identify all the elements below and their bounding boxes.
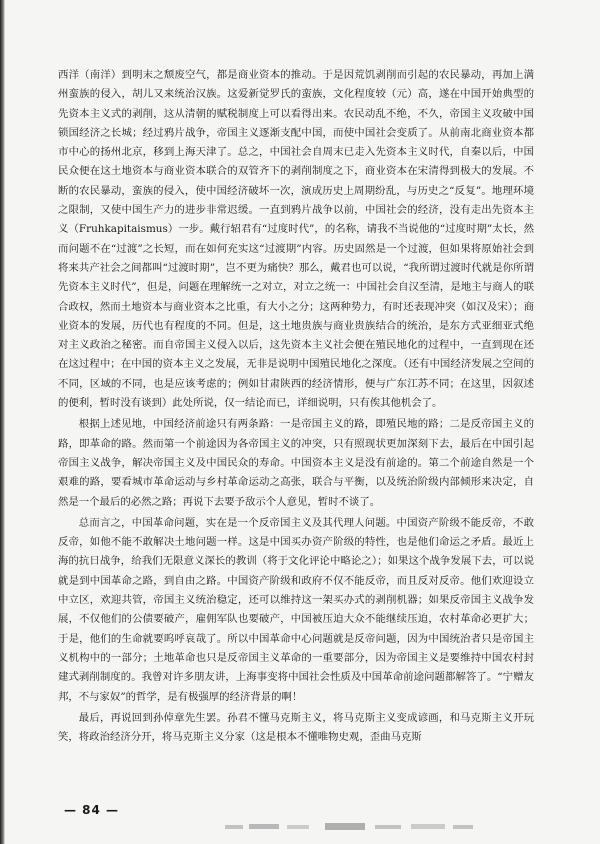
paragraph-1: 西洋（南洋）到明末之颓废空气，都是商业资本的推动。于是因荒饥剥削而引起的农民暴动，再加上满州蛮族的侵入，胡儿又来统治汉族。这爱新觉罗氏的蛮族，文化程度较（元）高，遂在中国开始典型的先资本主义式的剥削，这从清朝的赋税制度上可以看得出来。农民动乱不绝，不久，帝国主义攻破中国锁国经济之长城；经过鸦片战争，帝国主义逐渐支配中国，而使中国社会变质了。从前南北商业资本都市中心的扬州北京，移到上海天津了。总之，中国社会自周末已走入先资本主义时代，自秦以后，中国民众便在这土地资本与商业资本联合的双管齐下的剥削制度之下，商业资本在宋清得到极大的发展。不断的农民暴动，蛮族的侵入，使中国经济破坏一次，演成历史上周期纷乱，与历史之“反复”。地理环境之限制，又使中国生产力的进步非常迟缓。一直到鸦片战争以前，中国社会的经济，没有走出先资本主义（Fruhkapitaismus）一步。戴行轺君有“过度时代”，的名称，请我不当说他的“过度时期”太长，然而问题不在“过渡”之长短，而在如何充实这“过渡期”内容。历史固然是一个过渡，但如果将原始社会到将来共产社会之间都叫“过渡时期”，岂不更为痛快？那么，戴君也可以说，“我所谓过渡时代就是你所谓先资本主义时代”，但是，问题在理解统一之对立，对立之统一：中国社会自汉至清，是地主与商人的联合政权，然而土地资本与商业资本之比重，有大小之分；这两种势力，有时还表现冲突（如汉及宋）；商业资本的发展，历代也有程度的不同。但是，这土地贵族与商业贵族结合的统治，是东方式亚细亚式绝对主义政治之秘密。而自帝国主义侵入以后，这先资本主义社会便在殖民地化的过程中，一直到现在还在这过程中；在中国的资本主义之发展，无非是说明中国殖民地化之深度。（还有中国经济发展之空间的不同，区域的不同，也是应该考虑的；例如甘肃陕西的经济情形，便与广东江苏不同；在这里，因叙述的便利，暂时没有谈到）此处所说，仅一结论而已，详细说明，只有俟其他机会了。 xyxy=(58,69,534,410)
body-text xyxy=(58,66,534,749)
paragraph-3: 总而言之，中国革命问题，实在是一个反帝国主义及其代理人问题。中国资产阶级不能反帝，不敢反帝，如他不能不敢解决土地问题一样。这是中国买办资产阶级的特性，也是他们命运之矛盾。最近上海的抗日战争，给我们无限意义深长的教训（将于文化评论中略论之）；如果这个战争发展下去，可以说就是到中国革命之路，到自由之路。中国资产阶级和政府不仅不能反帝，而且反对反帝。他们欢迎设立中立区，欢迎共管，帝国主义统治稳定，还可以维持这一架买办式的剥削机器；如果反帝国主义战争发展，不仅他们的公债要破产，雇佣军队也要破产，中国被压迫大众不能继续压迫，农村革命必更扩大；于是，他们的生命就要呜呼哀哉了。所以中国革命中心问题就是反帝问题，因为中国统治者只是帝国主义机构中的一部分；土地革命也只是反帝国主义革命的一重要部分，因为帝国主义是要维持中国农村封建式剥削制度的。我曾对许多朋友讲，上海事变将中国社会性质及中国革命前途问题都解答了。“宁赠友邦，不与家奴”的哲学，是有极强厚的经济背景的啊！ xyxy=(58,516,534,703)
paragraph-2: 根据上述见地，中国经济前途只有两条路：一是帝国主义的路，即殖民地的路；二是反帝国主义的路，即革命的路。然而第一个前途因为各帝国主义的冲突，只有照现状更加深刻下去，最后在中国引起帝国主义战争，解决帝国主义及中国民众的寿命。中国资本主义是没有前途的。第二个前途自然是一个艰难的路，要看城市革命运动与乡村革命运动之高张，联合与平衡，以及统治阶级内部倾形来决定，自然是一个最后的必然之路；再说下去要予敌示个人意见，暂时不谈了。 xyxy=(58,418,534,508)
page-number: — 84 — xyxy=(64,803,120,817)
paragraph-4: 最后，再说回到孙倬章先生罢。孙君不懂马克斯主义，将马克斯主义变成谚画，和马克斯主义开玩笑，将政治经济分开，将马克斯主义分家（这是根本不懂唯物史观，歪曲马克斯 xyxy=(58,711,534,744)
scan-edge-shadow xyxy=(0,0,5,844)
scan-bleed-through xyxy=(225,822,485,832)
